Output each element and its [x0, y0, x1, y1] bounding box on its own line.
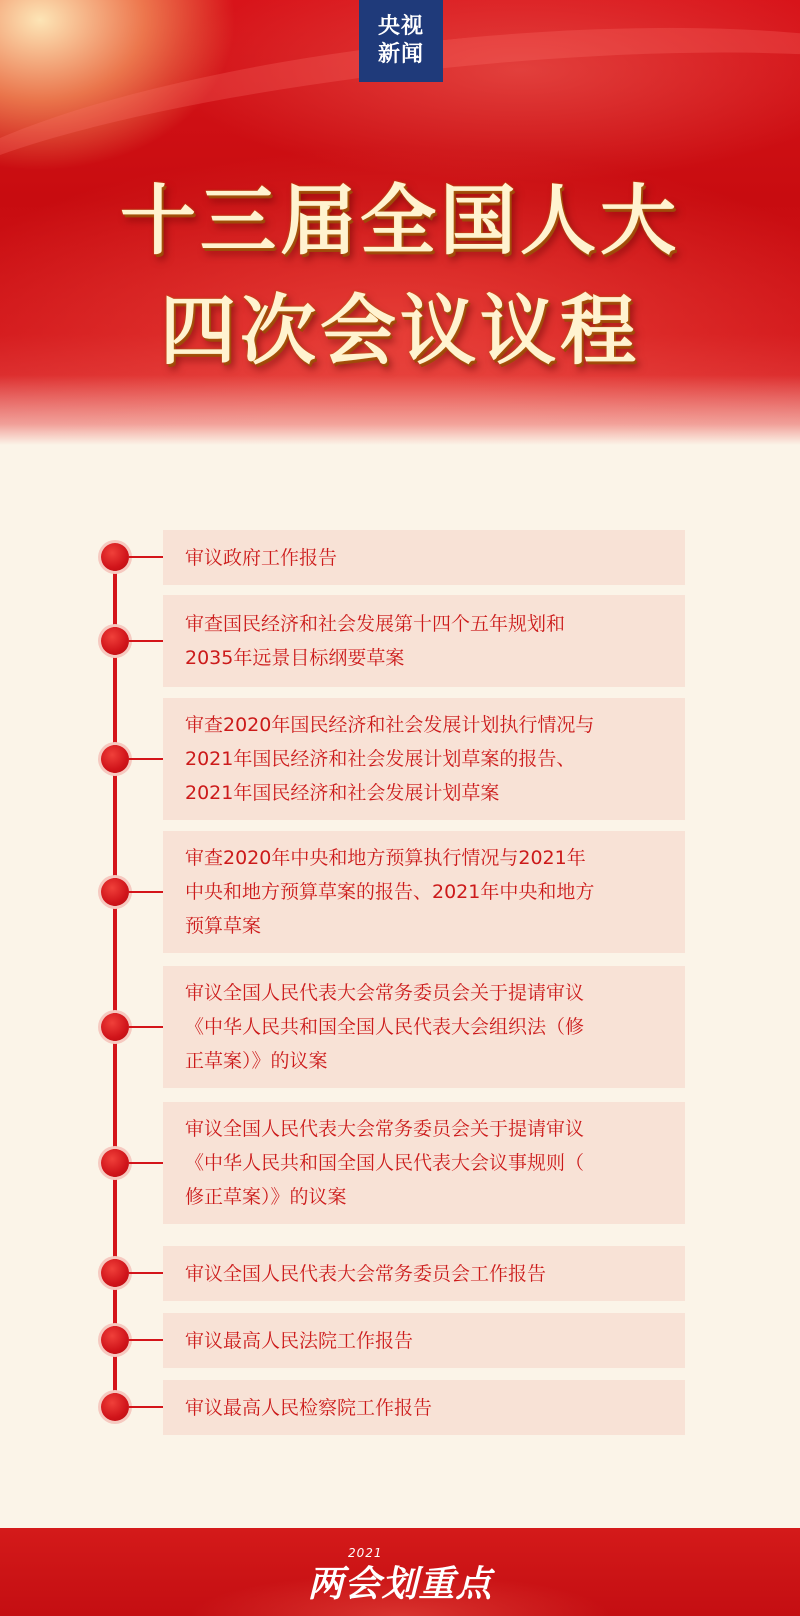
- agenda-item-text: 中央和地方预算草案的报告、2021年中央和地方: [185, 881, 595, 903]
- timeline-connector: [129, 1406, 163, 1408]
- agenda-item-box: [163, 530, 685, 585]
- timeline-dot: [101, 745, 129, 773]
- agenda-item-text: 正草案）》的议案: [185, 1050, 328, 1072]
- agenda-item-box: [163, 1380, 685, 1435]
- timeline-dot: [101, 1259, 129, 1287]
- agenda-item-text: 修正草案）》的议案: [185, 1186, 347, 1208]
- timeline-connector: [129, 1026, 163, 1028]
- agenda-item-box: [163, 698, 685, 820]
- timeline-connector: [129, 1162, 163, 1164]
- agenda-item-text: 审议最高人民检察院工作报告: [185, 1396, 433, 1419]
- page-title-line-2: 四次会议议程: [160, 286, 640, 375]
- timeline-dot: [101, 543, 129, 571]
- footer-title: 两会划重点: [307, 1564, 493, 1605]
- timeline-connector: [129, 758, 163, 760]
- timeline-dot: [101, 1013, 129, 1041]
- agenda-item-text: 《中华人民共和国全国人民代表大会议事规则（: [185, 1152, 585, 1174]
- agenda-item-text: 2021年国民经济和社会发展计划草案: [185, 782, 500, 804]
- agenda-item-box: [163, 1102, 685, 1224]
- timeline-connector: [129, 1272, 163, 1274]
- agenda-item-box: [163, 595, 685, 687]
- agenda-item-text: 审议全国人民代表大会常务委员会工作报告: [185, 1262, 547, 1285]
- logo-line-1: 央视: [377, 14, 424, 39]
- timeline-dot: [101, 1326, 129, 1354]
- timeline-dot: [101, 1149, 129, 1177]
- page-title-line-1: 十三届全国人大: [120, 176, 680, 265]
- timeline-dot: [101, 627, 129, 655]
- agenda-item-text: 2035年远景目标纲要草案: [185, 647, 405, 669]
- agenda-item-box: [163, 831, 685, 953]
- footer-banner: [0, 1528, 800, 1616]
- agenda-item-text: 审查2020年中央和地方预算执行情况与2021年: [185, 847, 586, 869]
- timeline-connector: [129, 891, 163, 893]
- agenda-item-text: 审议政府工作报告: [185, 546, 338, 569]
- timeline-connector: [129, 556, 163, 558]
- footer-year: 2021: [348, 1546, 383, 1560]
- agenda-item-text: 审议全国人民代表大会常务委员会关于提请审议: [185, 1118, 585, 1140]
- header-banner: [0, 0, 800, 445]
- agenda-item-box: [163, 966, 685, 1088]
- timeline-connector: [129, 1339, 163, 1341]
- agenda-item-box: [163, 1313, 685, 1368]
- footer-logo: [0, 1540, 800, 1610]
- agenda-item-text: 《中华人民共和国全国人民代表大会组织法（修: [185, 1016, 585, 1038]
- agenda-item-text: 预算草案: [185, 915, 262, 937]
- timeline-dot: [101, 1393, 129, 1421]
- agenda-item-text: 审议全国人民代表大会常务委员会关于提请审议: [185, 982, 585, 1004]
- cctv-news-logo[interactable]: [359, 0, 443, 82]
- logo-line-2: 新闻: [377, 42, 424, 67]
- agenda-item-text: 审查2020年国民经济和社会发展计划执行情况与: [185, 714, 595, 736]
- agenda-item-text: 2021年国民经济和社会发展计划草案的报告、: [185, 748, 576, 770]
- timeline-connector: [129, 640, 163, 642]
- agenda-item-text: 审议最高人民法院工作报告: [185, 1329, 414, 1352]
- agenda-item-box: [163, 1246, 685, 1301]
- timeline-dot: [101, 878, 129, 906]
- agenda-item-text: 审查国民经济和社会发展第十四个五年规划和: [185, 613, 566, 635]
